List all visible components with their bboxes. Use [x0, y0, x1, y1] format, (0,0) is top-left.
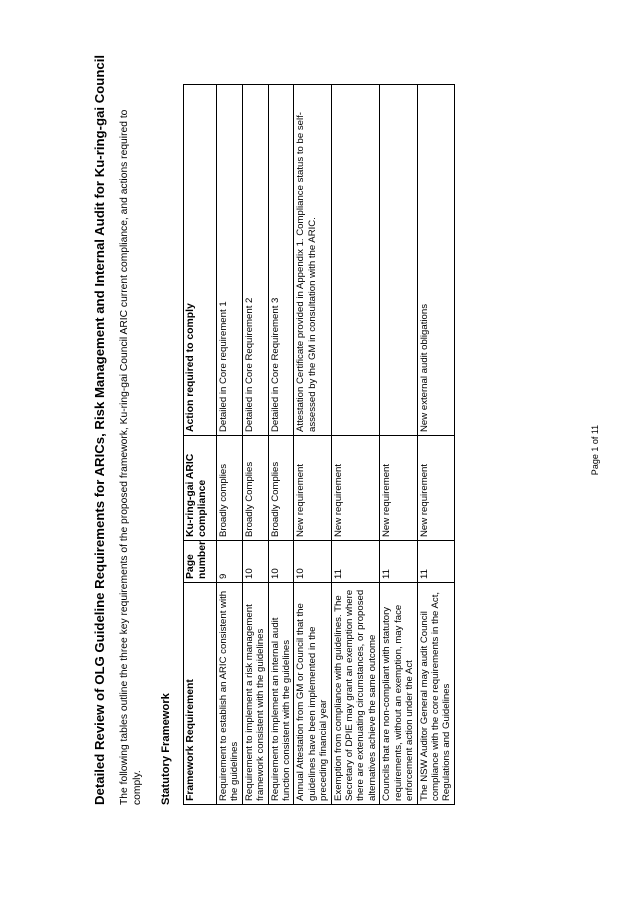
header-compliance: Ku-ring-gai ARIC compliance — [184, 436, 217, 541]
cell-requirement: Requirement to implement an internal audit function consistent with the guidelines — [268, 583, 294, 805]
table-row — [268, 85, 294, 805]
table-row — [294, 85, 331, 805]
cell-compliance: New requirement — [331, 436, 380, 541]
cell-action: Attestation Certificate provided in Appendix 1. Compliance status to be self-assessed by the GM in consultation with the ARIC. — [294, 85, 331, 436]
document-title: Detailed Review of OLG Guideline Requirements for ARICs, Risk Management and Internal Audit for Ku-ring-gai Council — [92, 54, 107, 805]
cell-compliance: New requirement — [380, 436, 417, 541]
cell-requirement: Requirement to establish an ARIC consistent with the guidelines — [217, 583, 243, 805]
cell-compliance: Broadly complies — [217, 436, 243, 541]
cell-action: Detailed in Core requirement 1 — [217, 85, 243, 436]
cell-page: 11 — [331, 541, 380, 583]
cell-page: 10 — [294, 541, 331, 583]
page-footer: Page 1 of 11 — [590, 424, 600, 476]
cell-action — [331, 85, 380, 436]
cell-action — [380, 85, 417, 436]
intro-paragraph: The following tables outline the three key requirements of the proposed framework, Ku-ring-gai Council ARIC current compliance, and actions required to comply. — [119, 109, 143, 805]
cell-page: 10 — [268, 541, 294, 583]
cell-compliance: New requirement — [294, 436, 331, 541]
header-page: Page number — [184, 541, 217, 583]
table-row — [331, 85, 380, 805]
table-header-row — [184, 85, 217, 805]
cell-requirement: Annual Attestation from GM or Council that the guidelines have been implemented in the preceding financial year — [294, 583, 331, 805]
cell-page: 10 — [242, 541, 268, 583]
header-action: Action required to comply — [184, 85, 217, 436]
cell-action: New external audit obligations — [417, 85, 454, 436]
section-heading: Statutory Framework — [160, 693, 172, 805]
cell-compliance: Broadly Complies — [242, 436, 268, 541]
requirements-table — [183, 84, 455, 805]
cell-action: Detailed in Core Requirement 3 — [268, 85, 294, 436]
table-row — [417, 85, 454, 805]
table-row — [380, 85, 417, 805]
cell-compliance: New requirement — [417, 436, 454, 541]
header-requirement: Framework Requirement — [184, 583, 217, 805]
cell-compliance: Broadly Complies — [268, 436, 294, 541]
cell-page: 9 — [217, 541, 243, 583]
cell-page: 11 — [380, 541, 417, 583]
cell-requirement: The NSW Auditor General may audit Council compliance with the core requirements in the Act, Regulations and Guidelines — [417, 583, 454, 805]
table-row — [242, 85, 268, 805]
cell-page: 11 — [417, 541, 454, 583]
cell-requirement: Councils that are non-compliant with statutory requirements, without an exemption, may face enforcement action under the Act — [380, 583, 417, 805]
cell-requirement: Exemption from compliance with guidelines. The Secretary of DPIE may grant an exemption where there are extenuating circumstances, or proposed alternatives achieve the same outcome — [331, 583, 380, 805]
cell-action: Detailed in Core Requirement 2 — [242, 85, 268, 436]
table-row — [217, 85, 243, 805]
cell-requirement: Requirement to implement a risk management framework consistent with the guidelines — [242, 583, 268, 805]
